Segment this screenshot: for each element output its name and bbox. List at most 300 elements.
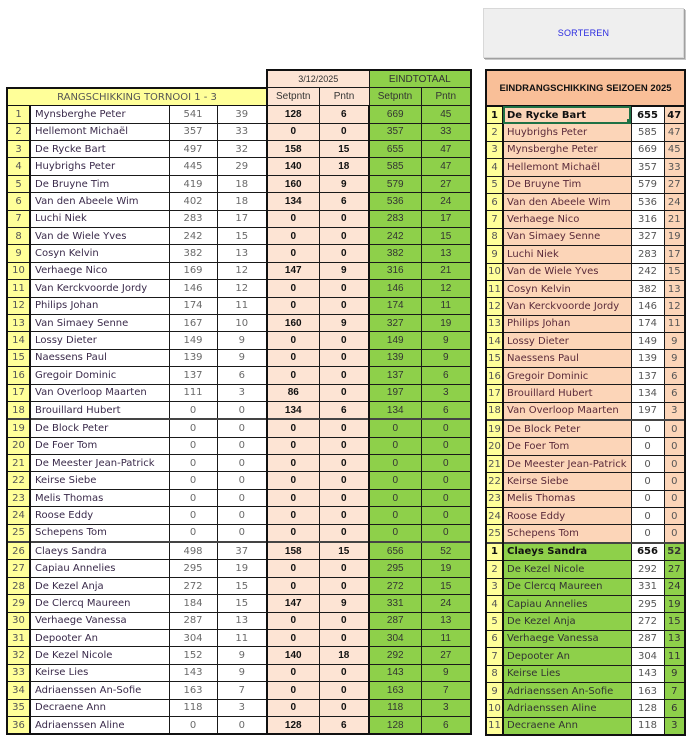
name-cell[interactable]: Roose Eddy: [503, 507, 631, 524]
pntn-cell[interactable]: 13: [217, 612, 267, 629]
total-pntn-cell[interactable]: 33: [421, 123, 471, 140]
date-pntn-cell[interactable]: 9: [319, 262, 369, 279]
rank-cell[interactable]: 6: [7, 193, 30, 210]
rank-cell[interactable]: 7: [486, 211, 503, 228]
date-setpntn-cell[interactable]: 158: [267, 542, 319, 560]
setpntn-cell[interactable]: 283: [169, 210, 217, 227]
rank-cell[interactable]: 1: [486, 106, 503, 124]
rank-cell[interactable]: 18: [486, 402, 503, 420]
name-cell[interactable]: Verhaege Vanessa: [30, 612, 169, 629]
setpntn-cell[interactable]: 497: [169, 141, 217, 158]
setpntn-cell[interactable]: 585: [631, 124, 664, 141]
date-pntn-cell[interactable]: 15: [319, 141, 369, 158]
name-cell[interactable]: De Meester Jean-Patrick: [503, 455, 631, 472]
rank-cell[interactable]: 21: [486, 455, 503, 472]
pntn-cell[interactable]: 11: [664, 315, 685, 332]
setpntn-cell[interactable]: 0: [631, 490, 664, 507]
setpntn-cell[interactable]: 382: [631, 280, 664, 297]
setpntn-cell[interactable]: 655: [631, 106, 664, 124]
rank-cell[interactable]: 5: [7, 175, 30, 192]
total-pntn-cell[interactable]: 7: [421, 682, 471, 699]
name-cell[interactable]: Huybrighs Peter: [30, 158, 169, 175]
name-cell[interactable]: De Bruyne Tim: [30, 175, 169, 192]
date-setpntn-cell[interactable]: 0: [267, 524, 319, 542]
rank-cell[interactable]: 4: [486, 159, 503, 176]
rank-cell[interactable]: 10: [486, 700, 503, 717]
pntn-cell[interactable]: 0: [217, 524, 267, 542]
total-pntn-cell[interactable]: 27: [421, 175, 471, 192]
setpntn-cell[interactable]: 283: [631, 246, 664, 263]
total-setpntn-cell[interactable]: 272: [369, 577, 421, 594]
date-pntn-cell[interactable]: 0: [319, 682, 369, 699]
pntn-cell[interactable]: 0: [217, 507, 267, 524]
total-setpntn-cell[interactable]: 579: [369, 175, 421, 192]
total-setpntn-cell[interactable]: 143: [369, 664, 421, 681]
setpntn-cell[interactable]: 304: [169, 630, 217, 647]
total-pntn-cell[interactable]: 24: [421, 193, 471, 210]
name-cell[interactable]: Claeys Sandra: [503, 543, 631, 561]
rank-cell[interactable]: 29: [7, 595, 30, 612]
name-cell[interactable]: Verhaege Nico: [503, 211, 631, 228]
date-pntn-cell[interactable]: 0: [319, 612, 369, 629]
date-pntn-cell[interactable]: 9: [319, 314, 369, 331]
total-pntn-header[interactable]: Pntn: [421, 88, 471, 106]
pntn-cell[interactable]: 24: [664, 193, 685, 210]
pntn-cell[interactable]: 18: [217, 193, 267, 210]
name-cell[interactable]: Hellemont Michaël: [30, 123, 169, 140]
name-cell[interactable]: Naessens Paul: [30, 349, 169, 366]
total-pntn-cell[interactable]: 52: [421, 542, 471, 560]
name-cell[interactable]: Capiau Annelies: [503, 595, 631, 612]
total-pntn-cell[interactable]: 0: [421, 437, 471, 454]
name-cell[interactable]: Van Simaey Senne: [30, 314, 169, 331]
rank-cell[interactable]: 23: [7, 489, 30, 506]
date-setpntn-cell[interactable]: 0: [267, 228, 319, 245]
setpntn-cell[interactable]: 137: [169, 367, 217, 384]
date-setpntn-cell[interactable]: 0: [267, 455, 319, 472]
setpntn-cell[interactable]: 295: [169, 560, 217, 577]
total-setpntn-cell[interactable]: 327: [369, 314, 421, 331]
date-setpntn-cell[interactable]: 0: [267, 560, 319, 577]
date-setpntn-cell[interactable]: 0: [267, 297, 319, 314]
sort-button[interactable]: [483, 8, 684, 58]
name-cell[interactable]: Schepens Tom: [30, 524, 169, 542]
total-pntn-cell[interactable]: 9: [421, 664, 471, 681]
date-setpntn-cell[interactable]: 134: [267, 401, 319, 419]
date-setpntn-cell[interactable]: 160: [267, 175, 319, 192]
setpntn-cell[interactable]: 0: [169, 507, 217, 524]
total-setpntn-cell[interactable]: 0: [369, 489, 421, 506]
pntn-cell[interactable]: 15: [217, 228, 267, 245]
setpntn-cell[interactable]: 149: [631, 333, 664, 350]
rank-cell[interactable]: 25: [486, 525, 503, 543]
name-cell[interactable]: Roose Eddy: [30, 507, 169, 524]
rank-cell[interactable]: 18: [7, 401, 30, 419]
setpntn-cell[interactable]: 445: [169, 158, 217, 175]
pntn-cell[interactable]: 9: [664, 665, 685, 682]
setpntn-cell[interactable]: 316: [631, 211, 664, 228]
date-pntn-cell[interactable]: 0: [319, 332, 369, 349]
rank-cell[interactable]: 17: [486, 385, 503, 402]
rank-cell[interactable]: 22: [486, 473, 503, 490]
pntn-cell[interactable]: 10: [217, 314, 267, 331]
pntn-cell[interactable]: 0: [217, 401, 267, 419]
total-pntn-cell[interactable]: 17: [421, 210, 471, 227]
pntn-cell[interactable]: 39: [217, 106, 267, 123]
rank-cell[interactable]: 35: [7, 699, 30, 716]
date-setpntn-cell[interactable]: 86: [267, 384, 319, 401]
setpntn-cell[interactable]: 167: [169, 314, 217, 331]
rank-cell[interactable]: 11: [486, 717, 503, 735]
setpntn-cell[interactable]: 0: [169, 455, 217, 472]
setpntn-cell[interactable]: 146: [631, 298, 664, 315]
date-pntn-cell[interactable]: 0: [319, 560, 369, 577]
rank-cell[interactable]: 4: [7, 158, 30, 175]
total-pntn-cell[interactable]: 6: [421, 716, 471, 734]
rank-cell[interactable]: 9: [486, 246, 503, 263]
setpntn-cell[interactable]: 242: [631, 263, 664, 280]
date-pntn-cell[interactable]: 0: [319, 419, 369, 437]
date-setpntn-cell[interactable]: 134: [267, 193, 319, 210]
date-pntn-cell[interactable]: 0: [319, 245, 369, 262]
rank-cell[interactable]: 19: [7, 419, 30, 437]
date-setpntn-cell[interactable]: 0: [267, 210, 319, 227]
setpntn-cell[interactable]: 0: [169, 489, 217, 506]
name-cell[interactable]: De Foer Tom: [30, 437, 169, 454]
rank-cell[interactable]: 36: [7, 716, 30, 734]
date-pntn-cell[interactable]: 0: [319, 524, 369, 542]
setpntn-cell[interactable]: 174: [631, 315, 664, 332]
setpntn-cell[interactable]: 169: [169, 262, 217, 279]
rank-cell[interactable]: 5: [486, 613, 503, 630]
setpntn-cell[interactable]: 0: [169, 401, 217, 419]
total-pntn-cell[interactable]: 19: [421, 560, 471, 577]
total-setpntn-cell[interactable]: 197: [369, 384, 421, 401]
total-setpntn-cell[interactable]: 283: [369, 210, 421, 227]
name-cell[interactable]: Cosyn Kelvin: [30, 245, 169, 262]
pntn-cell[interactable]: 9: [217, 647, 267, 664]
rank-cell[interactable]: 2: [7, 123, 30, 140]
date-setpntn-cell[interactable]: 0: [267, 577, 319, 594]
date-setpntn-cell[interactable]: 0: [267, 612, 319, 629]
name-cell[interactable]: Van Kerckvoorde Jordy: [30, 280, 169, 297]
pntn-cell[interactable]: 0: [217, 437, 267, 454]
name-cell[interactable]: De Block Peter: [30, 419, 169, 437]
setpntn-cell[interactable]: 331: [631, 578, 664, 595]
total-pntn-cell[interactable]: 0: [421, 489, 471, 506]
pntn-cell[interactable]: 0: [217, 455, 267, 472]
date-pntn-cell[interactable]: 0: [319, 472, 369, 489]
name-cell[interactable]: Gregoir Dominic: [503, 367, 631, 384]
setpntn-cell[interactable]: 0: [169, 472, 217, 489]
date-setpntn-cell[interactable]: 128: [267, 716, 319, 734]
pntn-cell[interactable]: 33: [217, 123, 267, 140]
date-setpntn-cell[interactable]: 0: [267, 437, 319, 454]
name-cell[interactable]: Verhaege Vanessa: [503, 630, 631, 647]
date-setpntn-cell[interactable]: 0: [267, 664, 319, 681]
date-pntn-cell[interactable]: 0: [319, 123, 369, 140]
name-cell[interactable]: De Kezel Anja: [503, 613, 631, 630]
date-pntn-cell[interactable]: 0: [319, 349, 369, 366]
total-pntn-cell[interactable]: 0: [421, 419, 471, 437]
total-header[interactable]: EINDTOTAAL: [369, 70, 471, 88]
total-setpntn-cell[interactable]: 382: [369, 245, 421, 262]
rank-cell[interactable]: 7: [7, 210, 30, 227]
total-setpntn-cell[interactable]: 585: [369, 158, 421, 175]
name-cell[interactable]: Luchi Niek: [503, 246, 631, 263]
setpntn-cell[interactable]: 304: [631, 648, 664, 665]
total-setpntn-cell[interactable]: 0: [369, 507, 421, 524]
pntn-cell[interactable]: 9: [217, 349, 267, 366]
total-pntn-cell[interactable]: 0: [421, 472, 471, 489]
setpntn-cell[interactable]: 0: [631, 420, 664, 438]
total-pntn-cell[interactable]: 0: [421, 455, 471, 472]
total-setpntn-cell[interactable]: 118: [369, 699, 421, 716]
pntn-cell[interactable]: 7: [217, 682, 267, 699]
total-pntn-cell[interactable]: 6: [421, 401, 471, 419]
total-pntn-cell[interactable]: 9: [421, 349, 471, 366]
name-cell[interactable]: De Rycke Bart: [30, 141, 169, 158]
name-cell[interactable]: Claeys Sandra: [30, 542, 169, 560]
setpntn-cell[interactable]: 287: [169, 612, 217, 629]
total-pntn-cell[interactable]: 9: [421, 332, 471, 349]
total-pntn-cell[interactable]: 12: [421, 280, 471, 297]
total-setpntn-header[interactable]: Setpntn: [369, 88, 421, 106]
pntn-cell[interactable]: 17: [664, 246, 685, 263]
setpntn-cell[interactable]: 143: [169, 664, 217, 681]
rank-cell[interactable]: 2: [486, 124, 503, 141]
total-pntn-cell[interactable]: 45: [421, 106, 471, 123]
date-pntn-cell[interactable]: 0: [319, 384, 369, 401]
name-cell[interactable]: Lossy Dieter: [503, 333, 631, 350]
pntn-cell[interactable]: 45: [664, 141, 685, 158]
date-pntn-cell[interactable]: 9: [319, 175, 369, 192]
rank-cell[interactable]: 5: [486, 176, 503, 193]
setpntn-cell[interactable]: 0: [631, 507, 664, 524]
name-cell[interactable]: Verhaege Nico: [30, 262, 169, 279]
rank-cell[interactable]: 11: [486, 280, 503, 297]
name-cell[interactable]: Van Overloop Maarten: [30, 384, 169, 401]
rank-cell[interactable]: 11: [7, 280, 30, 297]
pntn-cell[interactable]: 18: [217, 175, 267, 192]
name-cell[interactable]: Melis Thomas: [503, 490, 631, 507]
name-cell[interactable]: Depooter An: [30, 630, 169, 647]
total-setpntn-cell[interactable]: 146: [369, 280, 421, 297]
total-setpntn-cell[interactable]: 316: [369, 262, 421, 279]
date-setpntn-cell[interactable]: 140: [267, 647, 319, 664]
name-cell[interactable]: Capiau Annelies: [30, 560, 169, 577]
rank-cell[interactable]: 14: [486, 333, 503, 350]
date-setpntn-header[interactable]: Setpntn: [267, 88, 319, 106]
pntn-cell[interactable]: 0: [664, 473, 685, 490]
rank-cell[interactable]: 9: [7, 245, 30, 262]
name-cell[interactable]: De Kezel Nicole: [503, 561, 631, 578]
total-setpntn-cell[interactable]: 295: [369, 560, 421, 577]
rank-cell[interactable]: 13: [486, 315, 503, 332]
name-cell[interactable]: Keirse Lies: [30, 664, 169, 681]
total-setpntn-cell[interactable]: 656: [369, 542, 421, 560]
total-setpntn-cell[interactable]: 357: [369, 123, 421, 140]
rank-cell[interactable]: 10: [7, 262, 30, 279]
rank-cell[interactable]: 7: [486, 648, 503, 665]
name-cell[interactable]: Decraene Ann: [503, 717, 631, 735]
total-pntn-cell[interactable]: 0: [421, 524, 471, 542]
name-cell[interactable]: Adriaenssen An-Sofie: [503, 682, 631, 699]
pntn-cell[interactable]: 52: [664, 543, 685, 561]
setpntn-cell[interactable]: 498: [169, 542, 217, 560]
date-setpntn-cell[interactable]: 0: [267, 419, 319, 437]
pntn-cell[interactable]: 12: [217, 280, 267, 297]
setpntn-cell[interactable]: 357: [631, 159, 664, 176]
setpntn-cell[interactable]: 0: [631, 455, 664, 472]
date-setpntn-cell[interactable]: 147: [267, 262, 319, 279]
setpntn-cell[interactable]: 242: [169, 228, 217, 245]
name-cell[interactable]: Brouillard Hubert: [30, 401, 169, 419]
date-pntn-cell[interactable]: 0: [319, 210, 369, 227]
name-cell[interactable]: Depooter An: [503, 648, 631, 665]
rank-cell[interactable]: 22: [7, 472, 30, 489]
name-cell[interactable]: Decraene Ann: [30, 699, 169, 716]
total-pntn-cell[interactable]: 3: [421, 699, 471, 716]
date-pntn-cell[interactable]: 0: [319, 367, 369, 384]
total-setpntn-cell[interactable]: 139: [369, 349, 421, 366]
rank-cell[interactable]: 17: [7, 384, 30, 401]
pntn-cell[interactable]: 47: [664, 106, 685, 124]
setpntn-cell[interactable]: 287: [631, 630, 664, 647]
date-setpntn-cell[interactable]: 160: [267, 314, 319, 331]
rank-cell[interactable]: 9: [486, 682, 503, 699]
date-pntn-cell[interactable]: 0: [319, 699, 369, 716]
date-setpntn-cell[interactable]: 0: [267, 123, 319, 140]
name-cell[interactable]: Cosyn Kelvin: [503, 280, 631, 297]
date-setpntn-cell[interactable]: 0: [267, 699, 319, 716]
pntn-cell[interactable]: 0: [664, 455, 685, 472]
rank-cell[interactable]: 13: [7, 314, 30, 331]
total-setpntn-cell[interactable]: 536: [369, 193, 421, 210]
date-pntn-cell[interactable]: 0: [319, 577, 369, 594]
total-pntn-cell[interactable]: 15: [421, 577, 471, 594]
date-pntn-cell[interactable]: 0: [319, 297, 369, 314]
name-cell[interactable]: De Clercq Maureen: [503, 578, 631, 595]
total-setpntn-cell[interactable]: 304: [369, 630, 421, 647]
rank-cell[interactable]: 15: [486, 350, 503, 367]
total-setpntn-cell[interactable]: 134: [369, 401, 421, 419]
setpntn-cell[interactable]: 146: [169, 280, 217, 297]
rank-cell[interactable]: 32: [7, 647, 30, 664]
pntn-cell[interactable]: 13: [664, 280, 685, 297]
pntn-cell[interactable]: 13: [217, 245, 267, 262]
date-setpntn-cell[interactable]: 0: [267, 630, 319, 647]
rank-cell[interactable]: 1: [486, 543, 503, 561]
pntn-cell[interactable]: 15: [664, 263, 685, 280]
name-cell[interactable]: Huybrighs Peter: [503, 124, 631, 141]
setpntn-cell[interactable]: 0: [169, 524, 217, 542]
setpntn-cell[interactable]: 0: [169, 716, 217, 734]
setpntn-cell[interactable]: 149: [169, 332, 217, 349]
setpntn-cell[interactable]: 143: [631, 665, 664, 682]
total-setpntn-cell[interactable]: 149: [369, 332, 421, 349]
name-cell[interactable]: De Bruyne Tim: [503, 176, 631, 193]
pntn-cell[interactable]: 11: [664, 648, 685, 665]
date-pntn-cell[interactable]: 6: [319, 401, 369, 419]
name-cell[interactable]: Philips Johan: [30, 297, 169, 314]
total-pntn-cell[interactable]: 21: [421, 262, 471, 279]
rank-cell[interactable]: 2: [486, 561, 503, 578]
total-setpntn-cell[interactable]: 655: [369, 141, 421, 158]
name-cell[interactable]: Van den Abeele Wim: [30, 193, 169, 210]
date-setpntn-cell[interactable]: 0: [267, 332, 319, 349]
rank-cell[interactable]: 21: [7, 455, 30, 472]
pntn-cell[interactable]: 0: [664, 507, 685, 524]
rank-cell[interactable]: 14: [7, 332, 30, 349]
rank-cell[interactable]: 23: [486, 490, 503, 507]
setpntn-cell[interactable]: 118: [169, 699, 217, 716]
date-pntn-header[interactable]: Pntn: [319, 88, 369, 106]
date-pntn-cell[interactable]: 0: [319, 280, 369, 297]
rank-cell[interactable]: 33: [7, 664, 30, 681]
rank-cell[interactable]: 6: [486, 193, 503, 210]
name-cell[interactable]: Van de Wiele Yves: [503, 263, 631, 280]
setpntn-cell[interactable]: 656: [631, 543, 664, 561]
setpntn-cell[interactable]: 272: [169, 577, 217, 594]
pntn-cell[interactable]: 29: [217, 158, 267, 175]
rank-cell[interactable]: 16: [486, 367, 503, 384]
date-setpntn-cell[interactable]: 0: [267, 349, 319, 366]
total-pntn-cell[interactable]: 24: [421, 595, 471, 612]
rank-cell[interactable]: 12: [7, 297, 30, 314]
setpntn-cell[interactable]: 536: [631, 193, 664, 210]
date-setpntn-cell[interactable]: 140: [267, 158, 319, 175]
rank-cell[interactable]: 3: [486, 578, 503, 595]
pntn-cell[interactable]: 0: [664, 490, 685, 507]
total-setpntn-cell[interactable]: 128: [369, 716, 421, 734]
pntn-cell[interactable]: 27: [664, 176, 685, 193]
setpntn-cell[interactable]: 0: [631, 473, 664, 490]
total-setpntn-cell[interactable]: 0: [369, 419, 421, 437]
total-pntn-cell[interactable]: 13: [421, 245, 471, 262]
total-setpntn-cell[interactable]: 331: [369, 595, 421, 612]
pntn-cell[interactable]: 9: [217, 332, 267, 349]
date-setpntn-cell[interactable]: 0: [267, 682, 319, 699]
setpntn-cell[interactable]: 184: [169, 595, 217, 612]
total-setpntn-cell[interactable]: 292: [369, 647, 421, 664]
rank-cell[interactable]: 8: [486, 665, 503, 682]
name-cell[interactable]: Lossy Dieter: [30, 332, 169, 349]
date-pntn-cell[interactable]: 0: [319, 630, 369, 647]
setpntn-cell[interactable]: 541: [169, 106, 217, 123]
date-setpntn-cell[interactable]: 0: [267, 507, 319, 524]
pntn-cell[interactable]: 3: [217, 699, 267, 716]
setpntn-cell[interactable]: 197: [631, 402, 664, 420]
pntn-cell[interactable]: 0: [664, 525, 685, 543]
rank-cell[interactable]: 3: [486, 141, 503, 158]
date-pntn-cell[interactable]: 6: [319, 193, 369, 210]
date-pntn-cell[interactable]: 0: [319, 455, 369, 472]
setpntn-cell[interactable]: 111: [169, 384, 217, 401]
rank-cell[interactable]: 25: [7, 524, 30, 542]
pntn-cell[interactable]: 17: [217, 210, 267, 227]
name-cell[interactable]: Van Overloop Maarten: [503, 402, 631, 420]
date-setpntn-cell[interactable]: 147: [267, 595, 319, 612]
setpntn-cell[interactable]: 139: [169, 349, 217, 366]
pntn-cell[interactable]: 0: [664, 420, 685, 438]
total-setpntn-cell[interactable]: 174: [369, 297, 421, 314]
total-pntn-cell[interactable]: 27: [421, 647, 471, 664]
name-cell[interactable]: Keirse Siebe: [30, 472, 169, 489]
pntn-cell[interactable]: 9: [664, 350, 685, 367]
date-pntn-cell[interactable]: 0: [319, 507, 369, 524]
total-setpntn-cell[interactable]: 137: [369, 367, 421, 384]
